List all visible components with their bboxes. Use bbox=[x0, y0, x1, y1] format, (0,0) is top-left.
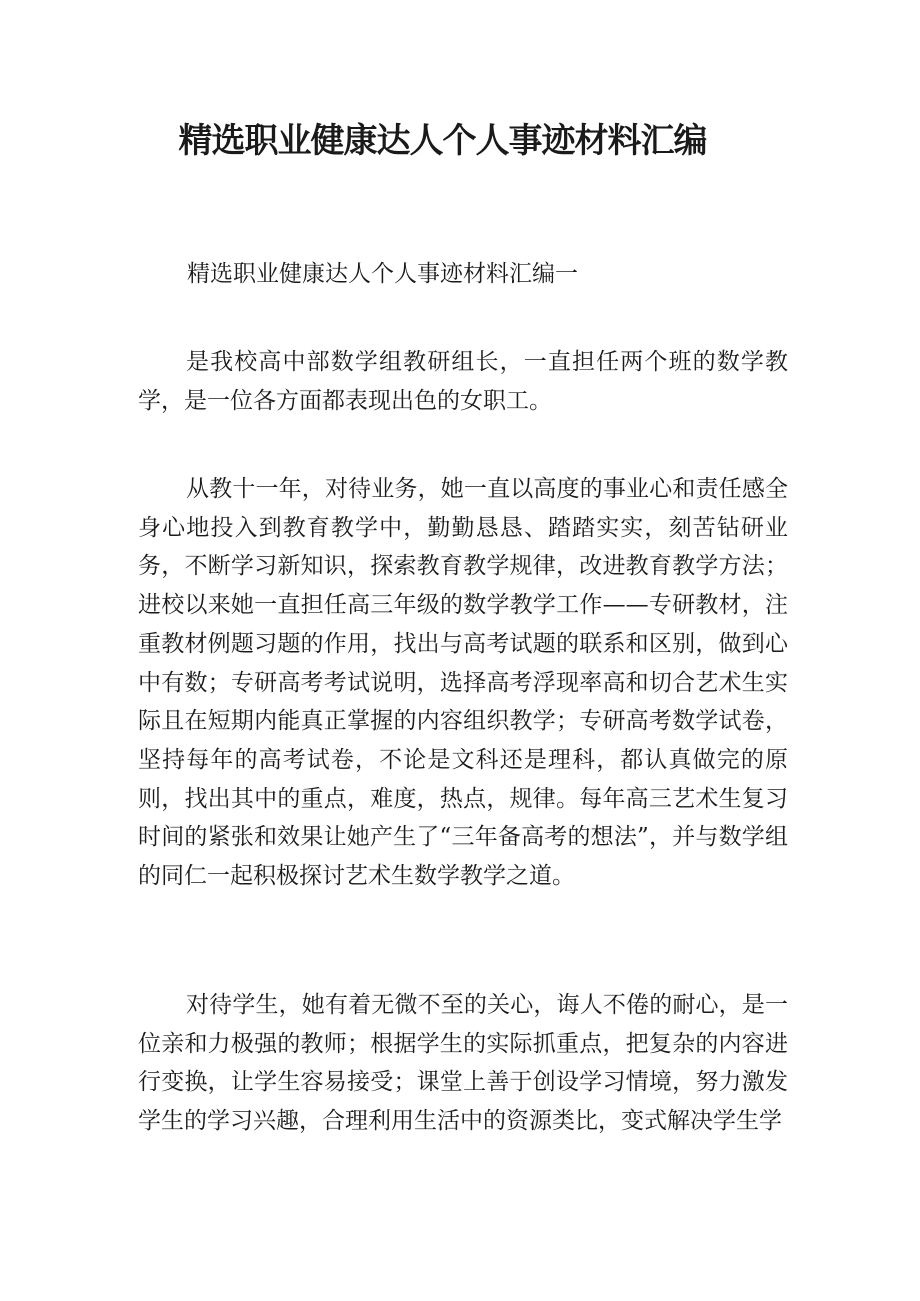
section-subtitle: 精选职业健康达人个人事迹材料汇编一 bbox=[187, 261, 578, 287]
paragraph-1: 是我校高中部数学组教研组长，一直担任两个班的数学教学，是一位各方面都表现出色的女职工。 bbox=[138, 349, 788, 414]
paragraph-3: 对待学生，她有着无微不至的关心，诲人不倦的耐心，是一位亲和力极强的教师；根据学生的实际抓重点，把复杂的内容进行变换，让学生容易接受；课堂上善于创设学习情境，努力激发学生的学习兴趣，合理利用生活中的资源类比，变式解决学生学 bbox=[138, 992, 788, 1135]
document-title: 精选职业健康达人个人事迹材料汇编 bbox=[178, 121, 707, 161]
paragraph-2: 从教十一年，对待业务，她一直以高度的事业心和责任感全身心地投入到教育教学中，勤勤恳恳、踏踏实实，刻苦钻研业务，不断学习新知识，探索教育教学规律，改进教育教学方法；进校以来她一直担任高三年级的数学教学工作——专研教材，注重教材例题习题的作用，找出与高考试题的联系和区别，做到心中有数；专研高考考试说明，选择高考浮现率高和切合艺术生实际且在短期内能真正掌握的内容组织教学；专研高考数学试卷，坚持每年的高考试卷，不论是文科还是理科，都认真做完的原则，找出其中的重点，难度，热点，规律。每年高三艺术生复习时间的紧张和效果让她产生了“三年备高考的想法”，并与数学组的同仁一起积极探讨艺术生数学教学之道。 bbox=[138, 476, 788, 890]
